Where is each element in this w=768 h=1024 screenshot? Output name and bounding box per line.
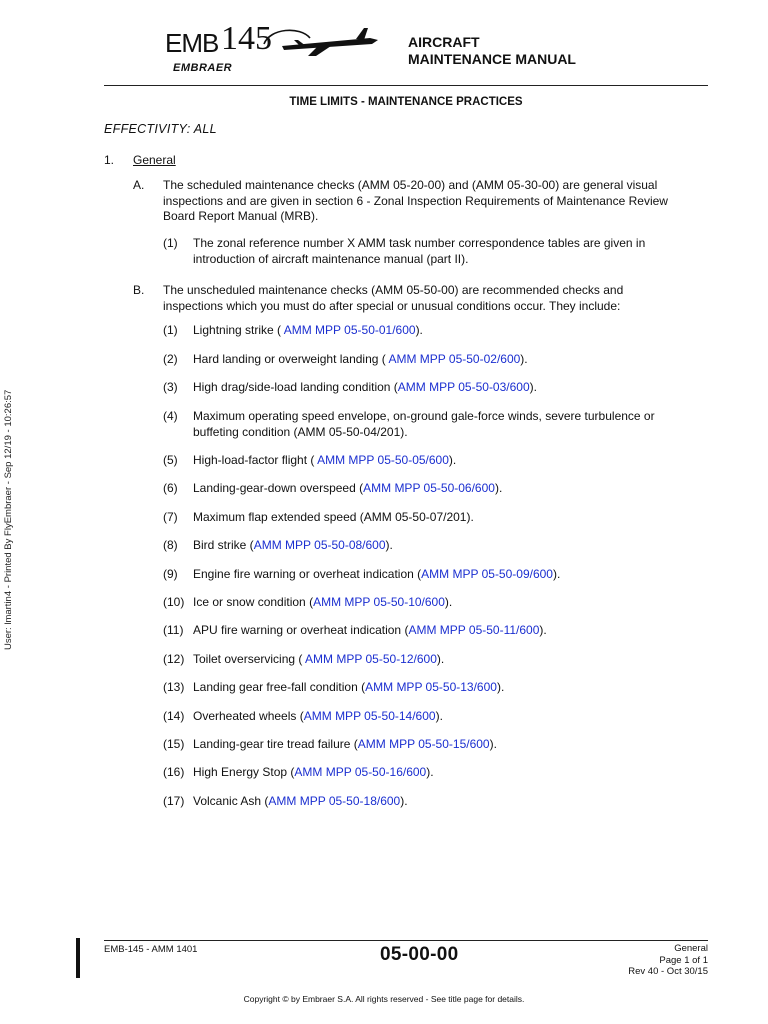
list-item-suffix: ). [385,538,393,552]
list-item-number: (10) [163,595,185,609]
para-a-sub-line2: introduction of aircraft maintenance manual (part II). [193,251,469,266]
amm-reference-link[interactable]: AMM MPP 05-50-10/600 [313,595,445,609]
list-item-label: Ice or snow condition ( [193,595,314,609]
footer-manual-id: EMB-145 - AMM 1401 [104,944,198,955]
list-item-suffix: ). [489,737,497,751]
logo-emb-text: EMB [165,28,219,58]
list-item-suffix: ). [400,794,408,808]
amm-reference-link[interactable]: AMM MPP 05-50-03/600 [397,380,530,394]
list-item-label: Landing-gear tire tread failure ( [193,737,358,751]
amm-reference-link[interactable]: AMM MPP 05-50-14/600 [303,709,436,723]
list-item-text [193,709,443,725]
list-item-text [193,794,408,810]
list-item-text [193,567,560,583]
footer-revision: Rev 40 - Oct 30/15 [628,966,708,977]
amm-reference-link[interactable]: AMM MPP 05-50-15/600 [357,737,490,751]
list-item-label: Lightning strike ( [193,323,284,337]
list-item-number: (16) [163,765,185,779]
list-item-suffix: ). [436,652,445,666]
amm-reference-link[interactable]: AMM MPP 05-50-08/600 [253,538,386,552]
list-item-number: (3) [163,380,178,394]
list-item-number: (2) [163,352,178,366]
para-a-letter: A. [133,178,145,192]
list-item-suffix: ). [494,481,503,495]
footer-page-info [628,943,708,978]
list-item-number: (14) [163,709,185,723]
list-item-suffix: ). [539,623,547,637]
list-item-text-line2: buffeting condition (AMM 05-50-04/201). [193,424,408,439]
amm-reference-link[interactable]: AMM MPP 05-50-06/600 [363,481,495,495]
manual-title [408,34,576,68]
list-item-number: (9) [163,567,178,581]
para-b-line2: inspections which you must do after special or unusual conditions occur. They include: [163,298,621,313]
list-item-suffix: ). [415,323,423,337]
embraer-logo [165,22,405,80]
amm-reference-link[interactable]: AMM MPP 05-50-09/600 [421,567,553,581]
header-divider [104,85,708,86]
footer-page-number: Page 1 of 1 [659,954,708,966]
list-item-number: (1) [163,323,178,337]
list-item-text [193,323,423,339]
list-item-number: (7) [163,510,178,524]
footer-divider [104,940,708,941]
section-number: 1. [104,153,115,167]
para-a-sub-line1: The zonal reference number X AMM task number correspondence tables are given in [193,236,646,250]
amm-reference-link[interactable]: AMM MPP 05-50-11/600 [408,623,540,637]
list-item-label: Landing gear free-fall condition ( [193,680,366,694]
list-item-number: (5) [163,453,178,467]
list-item-label: Hard landing or overweight landing ( [193,352,389,366]
list-item-text [193,453,456,469]
amm-reference-link[interactable]: AMM MPP 05-50-13/600 [365,680,497,694]
para-a-line3: Board Report Manual (MRB). [163,209,319,223]
amm-reference-link[interactable]: AMM MPP 05-50-12/600 [305,652,437,666]
para-a-line2: inspections and are given in section 6 - Zonal Inspection Requirements of Maintenance Review [163,193,668,208]
list-item-label: Bird strike ( [193,538,254,552]
logo-145-text: 145 [221,20,272,57]
list-item-number: (8) [163,538,178,552]
list-item-text [193,595,452,611]
list-item-label: Landing-gear-down overspeed ( [193,481,364,495]
airplane-icon [260,24,380,58]
list-item-number: (6) [163,481,178,495]
list-item-suffix: ). [448,453,457,467]
list-item-number: (11) [163,623,184,637]
list-item-suffix: ). [529,380,537,394]
list-item-label: High-load-factor flight ( [193,453,318,467]
amm-reference-link[interactable]: AMM MPP 05-50-18/600 [268,794,401,808]
list-item-text-line1: Maximum operating speed envelope, on-ground gale-force winds, severe turbulence or [193,409,655,423]
para-b-line1: The unscheduled maintenance checks (AMM 05-50-00) are recommended checks and [163,283,624,297]
logo-embraer-wordmark: EMBRAER [173,62,233,74]
list-item-label: Engine fire warning or overheat indication ( [193,567,422,581]
footer-chapter-number: 05-00-00 [380,944,459,965]
para-a-line1: The scheduled maintenance checks (AMM 05-20-00) and (AMM 05-30-00) are general visual [163,178,658,192]
list-item-text [193,765,434,781]
list-item-label: Overheated wheels ( [193,709,304,723]
list-item-text [193,737,497,753]
list-item-suffix: ). [496,680,505,694]
list-item-text [193,623,547,639]
list-item-text [193,481,502,497]
revision-bar [76,938,80,978]
footer-section-name: General [674,943,708,954]
amm-reference-link[interactable]: AMM MPP 05-50-02/600 [388,352,521,366]
amm-reference-link[interactable]: AMM MPP 05-50-16/600 [294,765,427,779]
list-item-label: Volcanic Ash ( [193,794,269,808]
list-item-number: (15) [163,737,185,751]
list-item-suffix: ). [520,352,528,366]
list-item-text [193,380,537,396]
list-item-suffix: ). [426,765,434,779]
list-item-number: (13) [163,680,185,694]
list-item-suffix: ). [444,595,453,609]
page-title: TIME LIMITS - MAINTENANCE PRACTICES [289,96,523,108]
list-item-number: (4) [163,409,178,423]
effectivity-label: EFFECTIVITY: ALL [104,122,217,136]
list-item-label: Toilet overservicing ( [193,652,306,666]
list-item-text [193,352,528,368]
amm-reference-link[interactable]: AMM MPP 05-50-05/600 [317,453,449,467]
manual-title-line1: AIRCRAFT [408,34,480,50]
list-item-label: APU fire warning or overheat indication ( [193,623,409,637]
list-item-label: High drag/side-load landing condition ( [193,380,398,394]
list-item-text [193,538,393,554]
amm-reference-link[interactable]: AMM MPP 05-50-01/600 [283,323,416,337]
section-heading: General [133,153,176,167]
para-b-letter: B. [133,283,145,297]
list-item-suffix: ). [552,567,561,581]
list-item-text: Maximum flap extended speed (AMM 05-50-07/201). [193,510,474,524]
list-item-number: (12) [163,652,185,666]
copyright-notice: Copyright © by Embraer S.A. All rights reserved - See title page for details. [243,994,525,1004]
list-item-suffix: ). [435,709,443,723]
list-item-text [193,680,504,696]
list-item-number: (17) [163,794,185,808]
print-stamp: User: lmartin4 - Printed By FlyEmbraer - Sep 12/19 - 10:26:57 [3,389,14,650]
manual-title-line2: MAINTENANCE MANUAL [408,51,576,67]
para-a-sub-number: (1) [163,236,178,250]
list-item-label: High Energy Stop ( [193,765,295,779]
list-item-text [193,652,444,668]
